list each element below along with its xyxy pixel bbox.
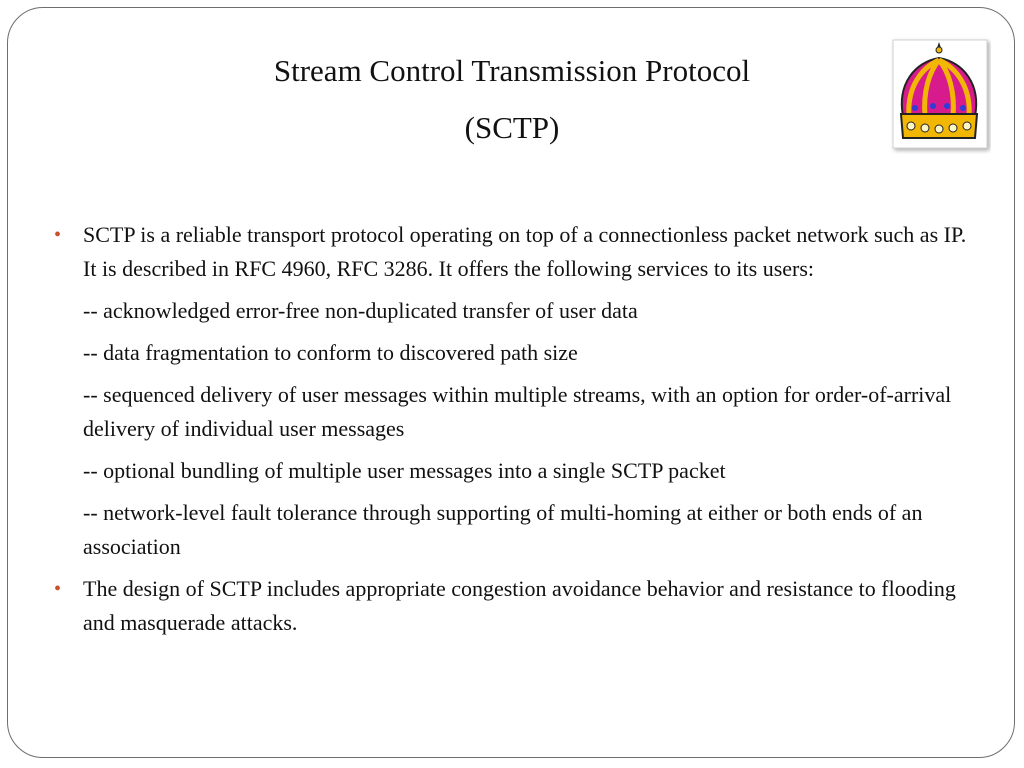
bullet-marker: •	[54, 224, 62, 246]
bullet-item	[54, 572, 983, 640]
service-text: -- optional bundling of multiple user messages into a single SCTP packet	[83, 458, 726, 483]
content-list	[54, 218, 983, 640]
bullet-text: The design of SCTP includes appropriate congestion avoidance behavior and resistance to flooding and masquerade attacks.	[83, 576, 956, 635]
service-text: -- acknowledged error-free non-duplicated transfer of user data	[83, 298, 638, 323]
bullet-marker: •	[54, 578, 62, 600]
service-item	[83, 454, 983, 488]
bullet-item	[54, 218, 983, 286]
slide-subtitle: (SCTP)	[464, 110, 560, 145]
service-item	[83, 378, 983, 446]
crown-icon	[887, 36, 991, 154]
bullet-text: SCTP is a reliable transport protocol operating on top of a connectionless packet network such as IP. It is described in RFC 4960, RFC 3286. It offers the following services to its users:	[83, 222, 967, 281]
service-text: -- network-level fault tolerance through supporting of multi-homing at either or both ends of an association	[83, 500, 923, 559]
service-text: -- sequenced delivery of user messages within multiple streams, with an option for order-of-arrival delivery of individual user messages	[83, 382, 952, 441]
service-item	[83, 336, 983, 370]
service-item	[83, 294, 983, 328]
service-item	[83, 496, 983, 564]
slide-title: Stream Control Transmission Protocol	[273, 53, 751, 88]
service-text: -- data fragmentation to conform to discovered path size	[83, 340, 578, 365]
